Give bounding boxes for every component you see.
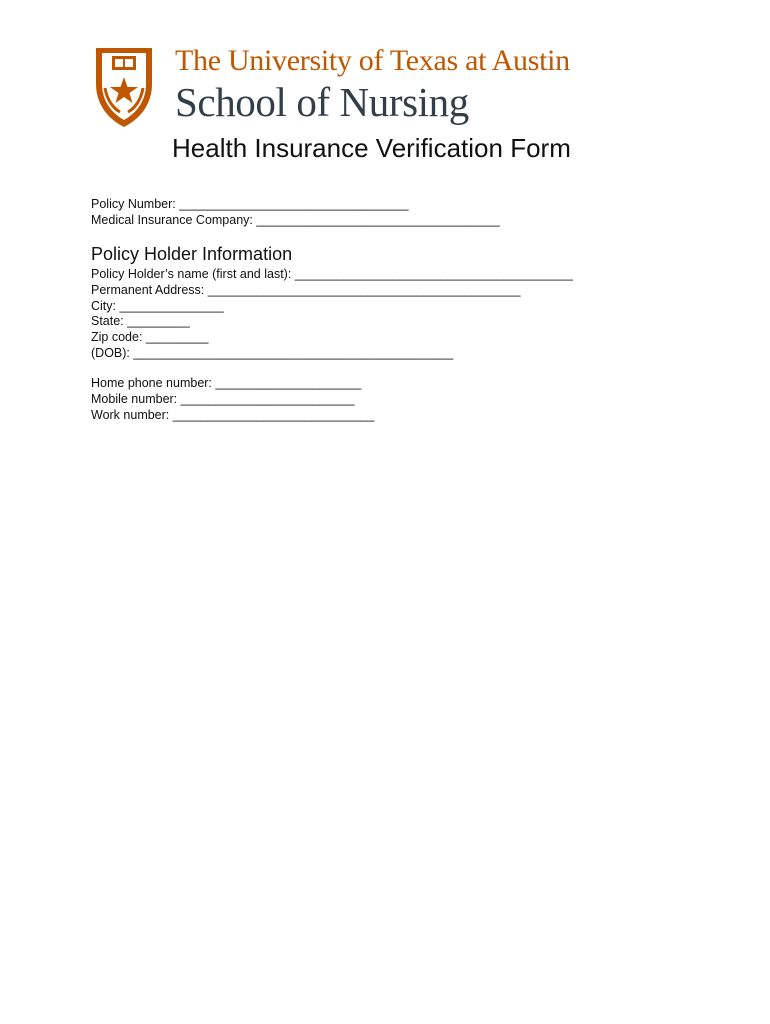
city-field[interactable]: City: _______________ xyxy=(91,299,224,313)
permanent-address-field[interactable]: Permanent Address: _____________________________________________ xyxy=(91,283,521,297)
school-name: School of Nursing xyxy=(175,79,469,125)
state-field[interactable]: State: _________ xyxy=(91,314,190,328)
holder-name-field[interactable]: Policy Holder’s name (first and last): ________________________________________ xyxy=(91,267,573,281)
ut-shield-icon xyxy=(92,44,156,130)
policy-number-field[interactable]: Policy Number: _________________________________ xyxy=(91,197,409,211)
dob-field[interactable]: (DOB): ______________________________________________ xyxy=(91,346,454,360)
mobile-number-field[interactable]: Mobile number: _________________________ xyxy=(91,392,355,406)
work-number-field[interactable]: Work number: _____________________________ xyxy=(91,408,375,422)
insurance-company-field[interactable]: Medical Insurance Company: ___________________________________ xyxy=(91,213,500,227)
policy-holder-heading: Policy Holder Information xyxy=(91,244,293,264)
form-title: Health Insurance Verification Form xyxy=(172,133,571,163)
home-phone-field[interactable]: Home phone number: _____________________ xyxy=(91,376,362,390)
zip-code-field[interactable]: Zip code: _________ xyxy=(91,330,209,344)
university-name: The University of Texas at Austin xyxy=(175,44,570,77)
